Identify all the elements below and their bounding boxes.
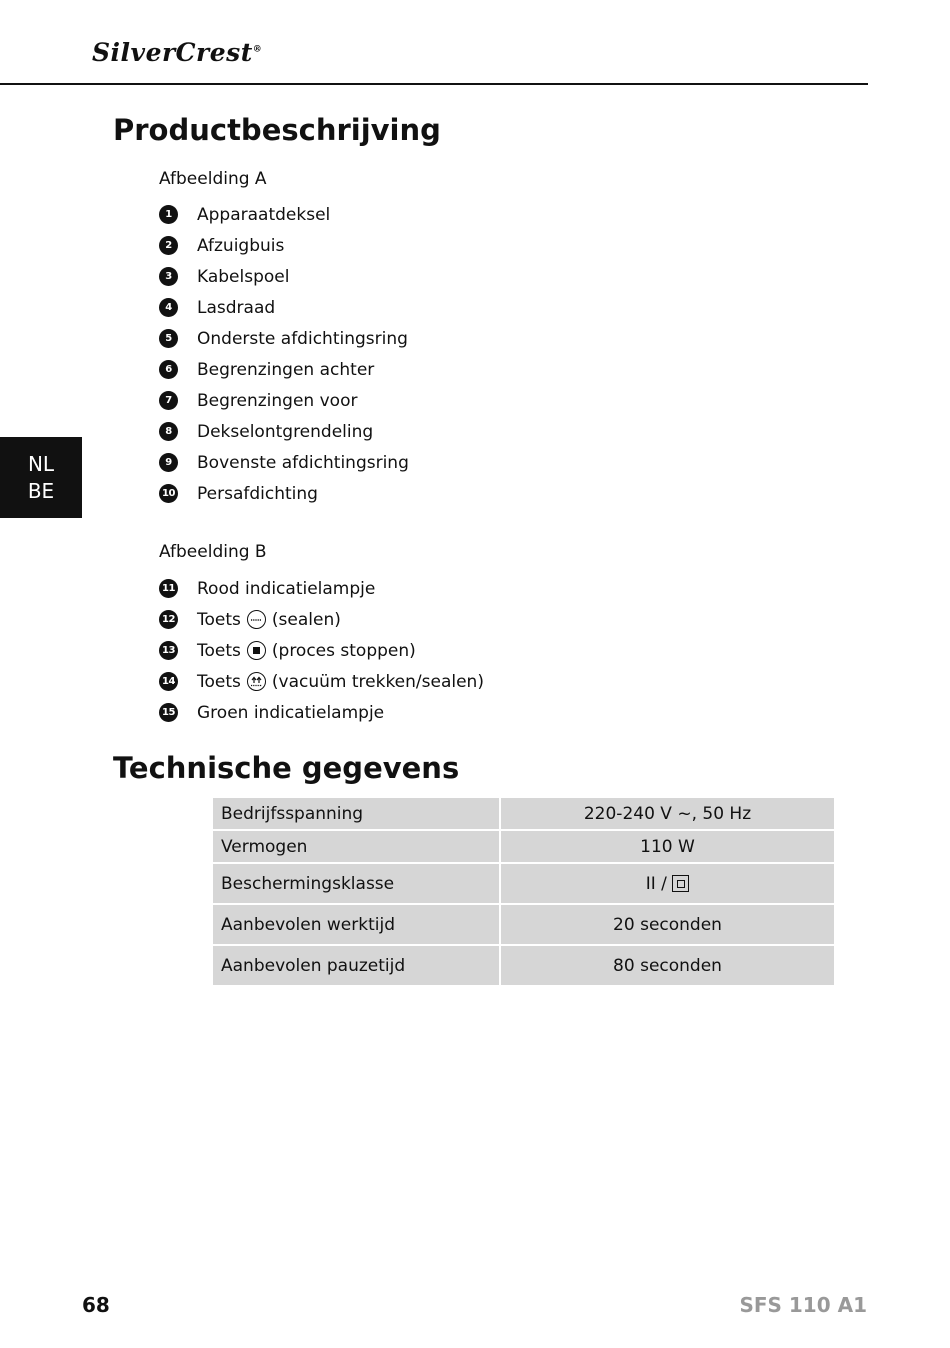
- figure-a-parts-list: [159, 199, 409, 509]
- stop-icon: [247, 641, 266, 660]
- list-item: [159, 478, 409, 509]
- spec-value: 80 seconden: [501, 946, 834, 985]
- language-tab: [0, 437, 82, 518]
- page-number: 68: [82, 1293, 110, 1317]
- brand-logo: [92, 38, 262, 67]
- spec-label: Vermogen: [213, 831, 499, 862]
- item-number-badge: 6: [159, 360, 178, 379]
- language-tab-line2: BE: [27, 478, 55, 503]
- table-row: [213, 946, 834, 985]
- item-text: Groen indicatielampje: [197, 702, 385, 723]
- table-row: [213, 798, 834, 829]
- item-number-badge: 15: [159, 703, 178, 722]
- item-number-badge: 5: [159, 329, 178, 348]
- protection-class-ii-icon: [672, 875, 689, 892]
- item-text: Afzuigbuis: [197, 235, 285, 256]
- figure-b-parts-list: [159, 573, 484, 728]
- item-number-badge: 4: [159, 298, 178, 317]
- item-prefix: Toets: [197, 671, 241, 692]
- list-item: [159, 230, 409, 261]
- list-item: [159, 292, 409, 323]
- specs-table: [211, 796, 836, 987]
- section-title-technical: Technische gegevens: [113, 751, 460, 785]
- list-item: [159, 604, 484, 635]
- item-text: Lasdraad: [197, 297, 276, 318]
- spec-value-cell: [501, 864, 834, 903]
- item-number-badge: 7: [159, 391, 178, 410]
- spec-label: Aanbevolen pauzetijd: [213, 946, 499, 985]
- list-item: [159, 199, 409, 230]
- brand-name: SilverCrest: [92, 38, 253, 67]
- item-number-badge: 10: [159, 484, 178, 503]
- item-suffix: (vacuüm trekken/sealen): [271, 671, 484, 692]
- item-number-badge: 1: [159, 205, 178, 224]
- spec-value: 20 seconden: [501, 905, 834, 944]
- figure-b-label: Afbeelding B: [159, 542, 267, 562]
- item-number-badge: 11: [159, 579, 178, 598]
- item-number-badge: 14: [159, 672, 178, 691]
- list-item: [159, 666, 484, 697]
- list-item: [159, 323, 409, 354]
- list-item: [159, 416, 409, 447]
- item-text: Dekselontgrendeling: [197, 421, 374, 442]
- figure-a-label: Afbeelding A: [159, 169, 267, 189]
- spec-label: Beschermingsklasse: [213, 864, 499, 903]
- table-row: [213, 864, 834, 903]
- spec-value: II /: [645, 873, 667, 894]
- item-text: Kabelspoel: [197, 266, 290, 287]
- spec-label: Bedrijfsspanning: [213, 798, 499, 829]
- item-text: Begrenzingen achter: [197, 359, 375, 380]
- spec-value: 110 W: [501, 831, 834, 862]
- spec-value: 220-240 V ~, 50 Hz: [501, 798, 834, 829]
- list-item: [159, 261, 409, 292]
- registered-mark: ®: [252, 44, 263, 55]
- list-item: [159, 697, 484, 728]
- item-number-badge: 8: [159, 422, 178, 441]
- item-text: Rood indicatielampje: [197, 578, 376, 599]
- language-tab-line1: NL: [27, 451, 55, 476]
- item-suffix: (sealen): [271, 609, 341, 630]
- header-rule: [0, 83, 868, 85]
- item-text: Begrenzingen voor: [197, 390, 358, 411]
- item-text: Apparaatdeksel: [197, 204, 331, 225]
- item-number-badge: 13: [159, 641, 178, 660]
- item-suffix: (proces stoppen): [271, 640, 416, 661]
- item-text: Bovenste afdichtingsring: [197, 452, 409, 473]
- list-item: [159, 447, 409, 478]
- item-text: Onderste afdichtingsring: [197, 328, 408, 349]
- list-item: [159, 635, 484, 666]
- item-number-badge: 9: [159, 453, 178, 472]
- list-item: [159, 354, 409, 385]
- item-prefix: Toets: [197, 609, 241, 630]
- section-title-product: Productbeschrijving: [113, 113, 441, 147]
- item-prefix: Toets: [197, 640, 241, 661]
- item-number-badge: 12: [159, 610, 178, 629]
- item-number-badge: 2: [159, 236, 178, 255]
- table-row: [213, 831, 834, 862]
- item-text: Persafdichting: [197, 483, 318, 504]
- model-number: SFS 110 A1: [739, 1293, 867, 1317]
- item-number-badge: 3: [159, 267, 178, 286]
- table-row: [213, 905, 834, 944]
- spec-label: Aanbevolen werktijd: [213, 905, 499, 944]
- vacuum-seal-icon: [247, 672, 266, 691]
- list-item: [159, 385, 409, 416]
- seal-icon: [247, 610, 266, 629]
- list-item: [159, 573, 484, 604]
